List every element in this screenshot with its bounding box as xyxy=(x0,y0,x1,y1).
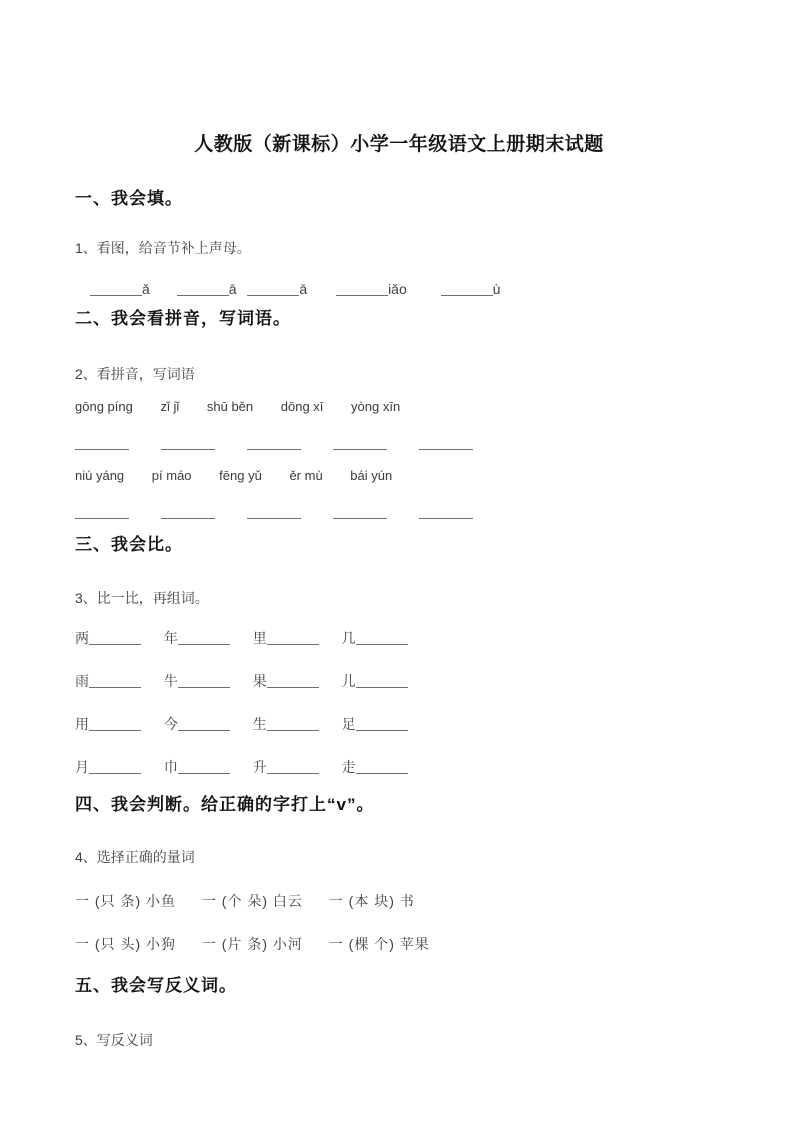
pinyin-row-1 xyxy=(75,399,723,414)
pinyin-word: bái yún xyxy=(350,468,393,483)
pinyin-word: niú yáng xyxy=(75,468,125,483)
answer-blank xyxy=(267,674,319,688)
answer-blank xyxy=(333,505,387,519)
compare-character: 月 xyxy=(75,759,89,775)
syllable-blank-group xyxy=(177,281,237,297)
compare-item xyxy=(75,671,141,691)
question-3: 3、比一比，再组词。 xyxy=(75,590,209,606)
answer-blank xyxy=(178,760,230,774)
compare-item xyxy=(342,714,408,734)
syllable-blank-group xyxy=(336,281,407,297)
compare-character: 两 xyxy=(75,630,89,646)
answer-blank xyxy=(89,631,141,645)
answer-blank xyxy=(247,436,301,450)
answer-blank xyxy=(336,282,388,296)
answer-blank xyxy=(75,436,129,450)
compare-character: 雨 xyxy=(75,673,89,689)
answer-blank xyxy=(419,436,473,450)
compare-character: 牛 xyxy=(163,673,178,689)
answer-blank xyxy=(333,436,387,450)
question-2: 2、看拼音，写词语 xyxy=(75,366,195,382)
measure-word-item: 一 (本 块) 书 xyxy=(328,893,415,909)
syllable-blank-row xyxy=(75,281,723,297)
compare-item xyxy=(164,714,230,734)
syllable-blank-group xyxy=(441,281,501,297)
answer-blank xyxy=(356,631,408,645)
answer-blank xyxy=(75,505,129,519)
section-5-heading: 五、我会写反义词。 xyxy=(75,976,237,995)
answer-blank xyxy=(178,674,230,688)
syllable-final: ā xyxy=(299,281,308,297)
answer-blank xyxy=(247,282,299,296)
question-1: 1、看图，给音节补上声母。 xyxy=(75,240,251,256)
compare-row xyxy=(75,671,723,691)
syllable-blank-group xyxy=(247,281,307,297)
section-1-heading: 一、我会填。 xyxy=(75,189,183,208)
compare-item xyxy=(75,628,141,648)
answer-blank xyxy=(89,674,141,688)
syllable-final: ǎ xyxy=(142,281,150,297)
syllable-final: iǎo xyxy=(388,281,407,297)
answer-blank xyxy=(267,717,319,731)
compare-item xyxy=(253,714,319,734)
compare-item xyxy=(164,757,230,777)
question-5: 5、写反义词 xyxy=(75,1032,153,1048)
compare-character: 果 xyxy=(252,673,267,689)
compare-character: 里 xyxy=(252,630,267,646)
syllable-final: ā xyxy=(228,281,237,297)
compare-character: 年 xyxy=(163,630,178,646)
pinyin-word: fēng yǔ xyxy=(219,468,262,483)
compare-character: 升 xyxy=(252,759,267,775)
compare-character: 今 xyxy=(163,716,178,732)
answer-blank xyxy=(178,631,230,645)
answer-blank-row xyxy=(75,435,723,453)
pinyin-word: ěr mù xyxy=(289,468,323,483)
compare-row xyxy=(75,757,723,777)
measure-word-item: 一 (只 条) 小鱼 xyxy=(75,893,176,909)
compare-character: 儿 xyxy=(341,673,356,689)
section-4-heading: 四、我会判断。给正确的字打上“v”。 xyxy=(75,795,375,814)
compare-item xyxy=(253,671,319,691)
pinyin-word: zǐ jǐ xyxy=(160,399,180,414)
measure-word-row xyxy=(75,934,723,954)
pinyin-word: shū běn xyxy=(206,399,254,414)
pinyin-word: pí máo xyxy=(151,468,192,483)
pinyin-word: yòng xīn xyxy=(351,399,401,414)
compare-item xyxy=(75,757,141,777)
compare-item xyxy=(164,628,230,648)
compare-item xyxy=(342,671,408,691)
answer-blank-row xyxy=(75,504,723,522)
answer-blank xyxy=(419,505,473,519)
measure-word-item: 一 (片 条) 小河 xyxy=(201,936,303,952)
answer-blank xyxy=(267,631,319,645)
compare-item xyxy=(253,628,319,648)
section-3-heading: 三、我会比。 xyxy=(75,535,183,554)
compare-character: 生 xyxy=(252,716,267,732)
answer-blank xyxy=(356,717,408,731)
answer-blank xyxy=(441,282,493,296)
answer-blank xyxy=(356,674,408,688)
measure-word-item: 一 (只 头) 小狗 xyxy=(75,936,176,952)
compare-item xyxy=(75,714,141,734)
measure-word-item: 一 (棵 个) 苹果 xyxy=(328,936,430,952)
compare-character: 几 xyxy=(341,630,356,646)
compare-row xyxy=(75,714,723,734)
answer-blank xyxy=(89,760,141,774)
section-2-heading: 二、我会看拼音，写词语。 xyxy=(75,309,291,328)
question-4: 4、选择正确的量词 xyxy=(75,849,195,865)
compare-item xyxy=(164,671,230,691)
syllable-blank-group xyxy=(90,281,150,297)
compare-character: 巾 xyxy=(163,759,178,775)
compare-item xyxy=(253,757,319,777)
answer-blank xyxy=(267,760,319,774)
pinyin-word: dōng xī xyxy=(280,399,324,414)
compare-character: 足 xyxy=(341,716,356,732)
answer-blank xyxy=(89,717,141,731)
answer-blank xyxy=(177,282,229,296)
answer-blank xyxy=(161,436,215,450)
syllable-final: ù xyxy=(492,281,501,297)
page-title: 人教版（新课标）小学一年级语文上册期末试题 xyxy=(194,134,604,155)
answer-blank xyxy=(90,282,142,296)
answer-blank xyxy=(247,505,301,519)
measure-word-item: 一 (个 朵) 白云 xyxy=(201,893,303,909)
compare-item xyxy=(342,757,408,777)
compare-item xyxy=(342,628,408,648)
answer-blank xyxy=(356,760,408,774)
compare-row xyxy=(75,628,723,648)
measure-word-row xyxy=(75,891,723,911)
answer-blank xyxy=(161,505,215,519)
pinyin-word: gōng píng xyxy=(75,399,133,414)
compare-character: 走 xyxy=(341,759,356,775)
pinyin-row-2 xyxy=(75,468,723,483)
answer-blank xyxy=(178,717,230,731)
compare-character: 用 xyxy=(75,716,89,732)
